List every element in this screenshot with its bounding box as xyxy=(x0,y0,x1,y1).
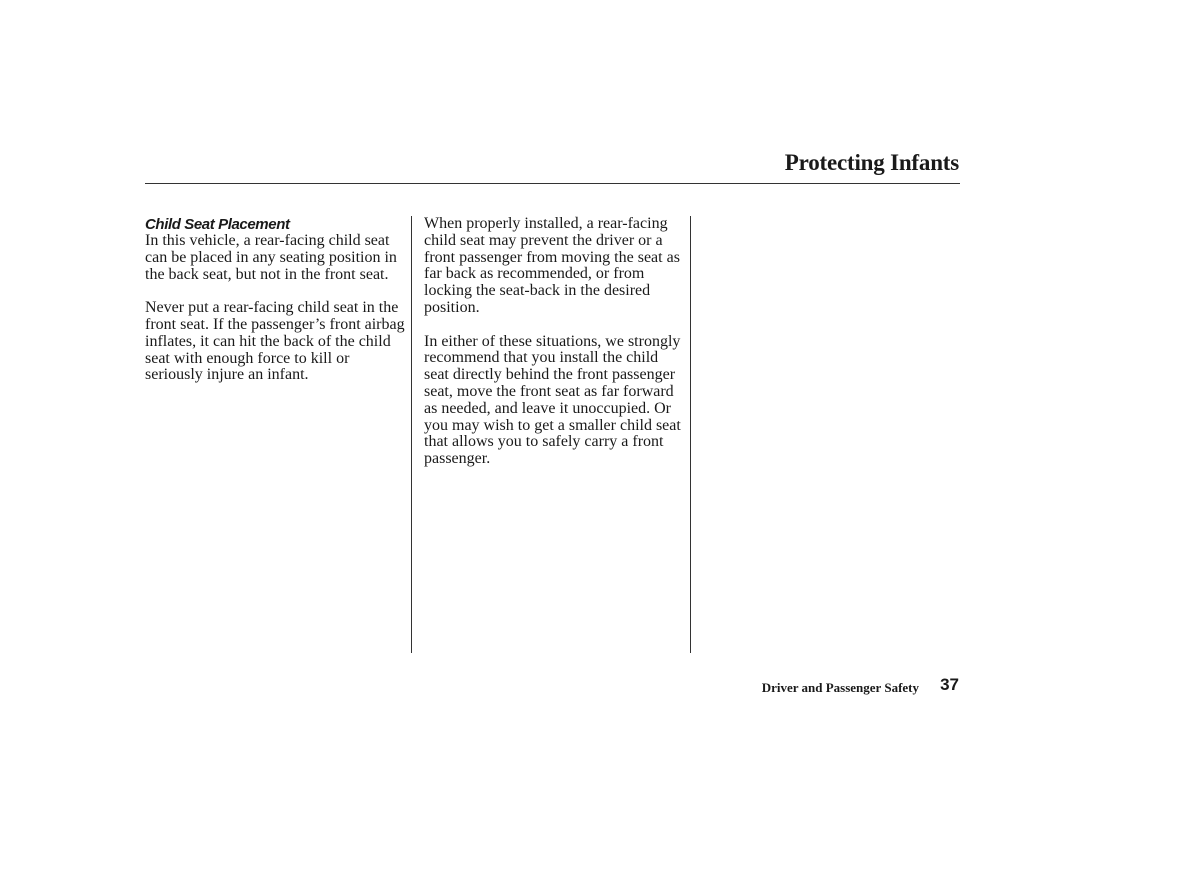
paragraph-recommendation: In either of these situations, we strongly recommend that you install the child seat directly behind the front passenger seat, move the front seat as far forward as needed, and leave it unoccupied. Or you may wish to get a smaller child seat that allows you to safely carry a front passenger. xyxy=(424,332,681,468)
footer-section-label: Driver and Passenger Safety xyxy=(761,680,919,695)
paragraph-airbag-warning: Never put a rear-facing child seat in the front seat. If the passenger’s front airbag inflates, it can hit the back of the child seat with enough force to kill or seriously injure an infant. xyxy=(145,299,405,384)
paragraph-installation-note: When properly installed, a rear-facing child seat may prevent the driver or a front passenger from moving the seat as far back as recommended, or from locking the seat-back in the desired position. xyxy=(424,215,680,316)
column-divider xyxy=(411,216,412,653)
subheading-child-seat-placement: Child Seat Placement xyxy=(145,216,290,233)
page-title: Protecting Infants xyxy=(784,150,959,175)
column-divider xyxy=(690,216,691,653)
left-column xyxy=(145,216,407,401)
page-number: 37 xyxy=(940,675,959,694)
title-underline xyxy=(145,183,960,184)
paragraph-rear-facing-placement: In this vehicle, a rear-facing child seat can be placed in any seating position in the back seat, but not in the front seat. xyxy=(145,232,397,283)
middle-column xyxy=(424,216,686,485)
